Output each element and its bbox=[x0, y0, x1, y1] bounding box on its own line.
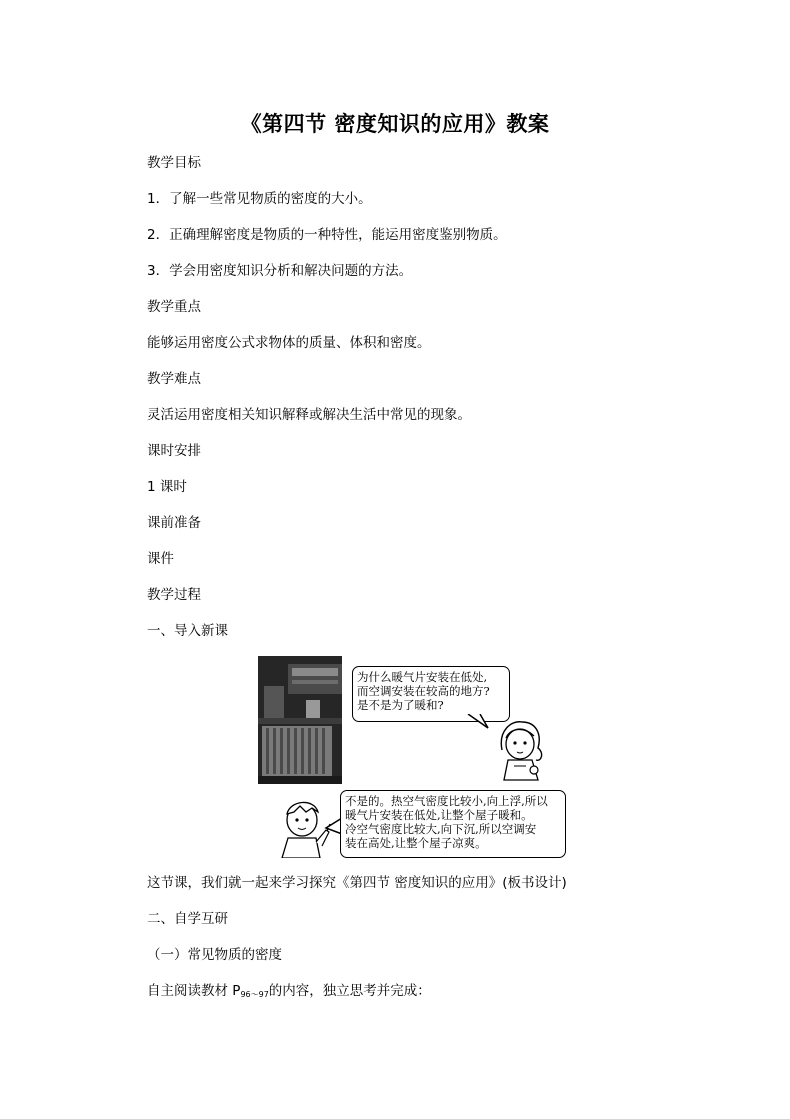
key-points-heading: 教学重点 bbox=[147, 299, 201, 315]
process-heading: 教学过程 bbox=[147, 587, 201, 603]
difficulties-text: 灵活运用密度相关知识解释或解决生活中常见的现象。 bbox=[147, 407, 471, 423]
section2-heading: 二、自学互研 bbox=[147, 911, 228, 927]
bubble1-line: 而空调安装在较高的地方? bbox=[357, 684, 490, 698]
intro-text: 这节课，我们就一起来学习探究《第四节 密度知识的应用》(板书设计) bbox=[147, 875, 567, 891]
bubble1-line: 为什么暖气片安装在低处, bbox=[357, 670, 488, 684]
difficulties-heading: 教学难点 bbox=[147, 371, 201, 387]
bubble2-line: 不是的。热空气密度比较小,向上浮,所以 bbox=[345, 794, 548, 808]
answer-speech-bubble bbox=[340, 790, 566, 858]
girl-character-illustration bbox=[490, 716, 550, 782]
bubble2-line: 装在高处,让整个屋子凉爽。 bbox=[345, 836, 487, 850]
objective-item-2: 2．正确理解密度是物质的一种特性，能运用密度鉴别物质。 bbox=[147, 227, 507, 243]
bubble2-line: 暖气片安装在低处,让整个屋子暖和。 bbox=[345, 808, 533, 822]
objective-item-3: 3．学会用密度知识分析和解决问题的方法。 bbox=[147, 263, 413, 279]
reading-suffix: 的内容，独立思考并完成： bbox=[268, 983, 431, 999]
schedule-text: 1 课时 bbox=[147, 479, 187, 495]
preparation-text: 课件 bbox=[147, 551, 174, 567]
objective-item-1: 1．了解一些常见物质的密度的大小。 bbox=[147, 191, 372, 207]
reading-instruction bbox=[147, 981, 431, 1005]
objectives-heading: 教学目标 bbox=[147, 155, 201, 171]
bubble2-line: 冷空气密度比较大,向下沉,所以空调安 bbox=[345, 822, 537, 836]
preparation-heading: 课前准备 bbox=[147, 515, 201, 531]
key-points-text: 能够运用密度公式求物体的质量、体积和密度。 bbox=[147, 335, 431, 351]
subsection1-heading: （一）常见物质的密度 bbox=[147, 947, 282, 963]
document-title: 《第四节 密度知识的应用》教案 bbox=[240, 111, 550, 136]
intro-illustration bbox=[258, 656, 558, 856]
schedule-heading: 课时安排 bbox=[147, 443, 201, 459]
room-photo bbox=[258, 656, 342, 784]
reading-prefix: 自主阅读教材 P bbox=[147, 983, 241, 999]
bubble1-line: 是不是为了暖和? bbox=[357, 698, 444, 712]
reading-pages: 96～97 bbox=[240, 990, 269, 999]
section1-heading: 一、导入新课 bbox=[147, 623, 228, 639]
